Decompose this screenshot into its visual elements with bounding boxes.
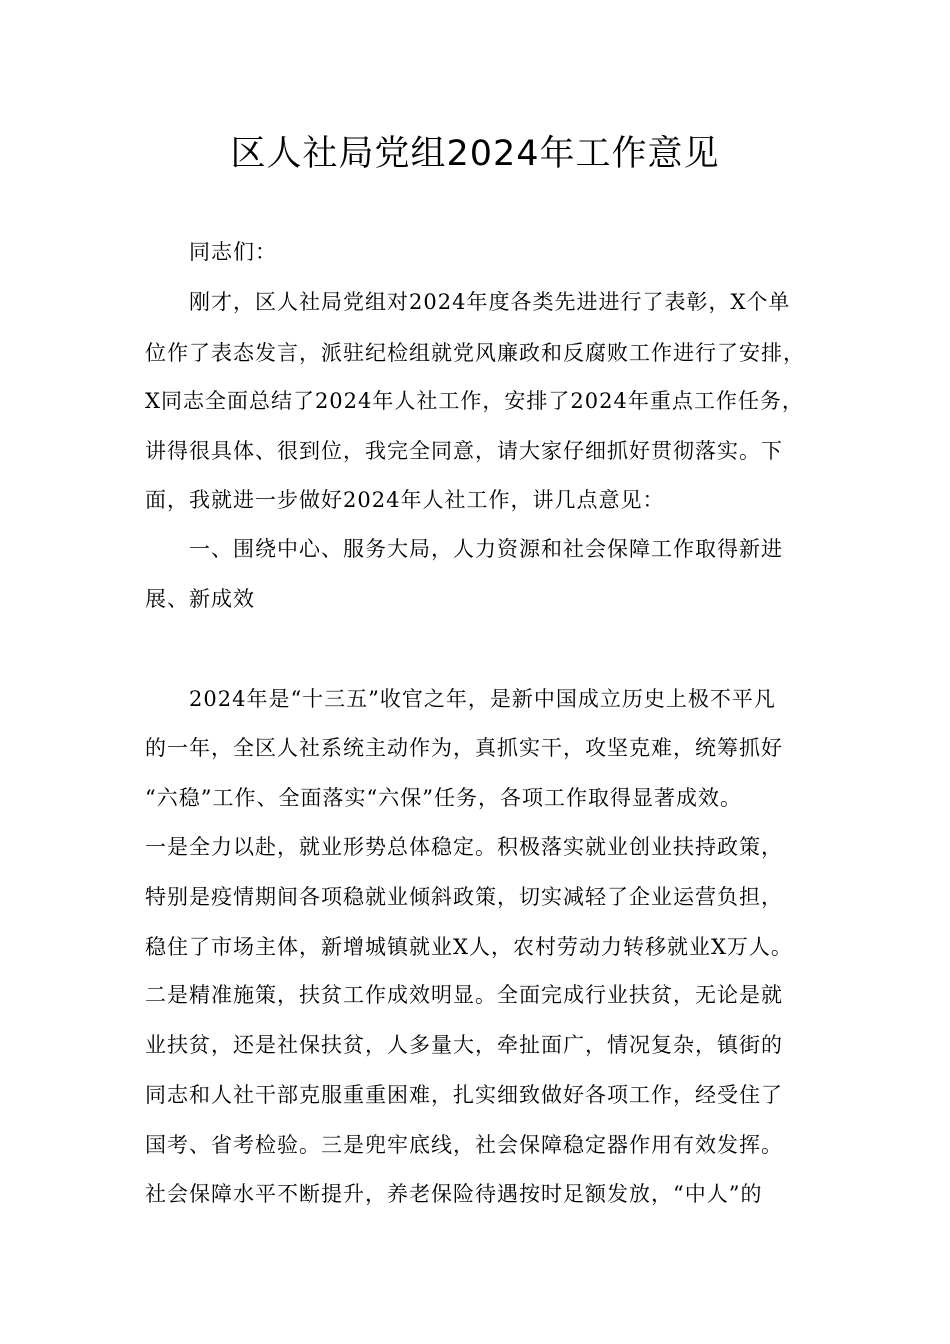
paragraph-line: 二是精准施策，扶贫工作成效明显。全面完成行业扶贫，无论是就 [145, 983, 783, 1007]
paragraph-line: 同志们： [145, 240, 277, 264]
paragraph-line: 同志和人社干部克服重重困难，扎实细致做好各项工作，经受住了 [145, 1083, 783, 1107]
section-heading-line: 展、新成效 [145, 587, 255, 611]
paragraph-line: 的一年，全区人社系统主动作为，真抓实干，攻坚克难，统筹抓好 [145, 736, 783, 760]
paragraph-line: “六稳”工作、全面落实“六保”任务，各项工作取得显著成效。 [145, 786, 742, 810]
paragraph-line: 刚才，区人社局党组对2024年度各类先进进行了表彰，X个单 [145, 290, 791, 314]
paragraph-line: 业扶贫，还是社保扶贫，人多量大，牵扯面广，情况复杂，镇街的 [145, 1033, 783, 1057]
paragraph-line: 社会保障水平不断提升，养老保险待遇按时足额发放，“中人”的 [145, 1182, 763, 1206]
paragraph-line: 特别是疫情期间各项稳就业倾斜政策，切实减轻了企业运营负担， [145, 885, 783, 909]
paragraph-line: X同志全面总结了2024年人社工作，安排了2024年重点工作任务， [145, 389, 804, 413]
paragraph-line: 稳住了市场主体，新增城镇就业X人，农村劳动力转移就业X万人。 [145, 935, 793, 959]
paragraph-line: 一是全力以赴，就业形势总体稳定。积极落实就业创业扶持政策， [145, 835, 783, 859]
paragraph-line: 面，我就进一步做好2024年人社工作，讲几点意见： [145, 488, 665, 512]
section-heading-line: 一、围绕中心、服务大局，人力资源和社会保障工作取得新进 [145, 537, 783, 561]
paragraph-line: 2024年是“十三五”收官之年，是新中国成立历史上极不平凡 [145, 687, 776, 711]
paragraph-line: 位作了表态发言，派驻纪检组就党风廉政和反腐败工作进行了安排， [145, 341, 805, 365]
paragraph-line: 讲得很具体、很到位，我完全同意，请大家仔细抓好贯彻落实。下 [145, 439, 783, 463]
document-title: 区人社局党组2024年工作意见 [230, 134, 720, 174]
paragraph-line: 国考、省考检验。三是兜牢底线，社会保障稳定器作用有效发挥。 [145, 1133, 783, 1157]
